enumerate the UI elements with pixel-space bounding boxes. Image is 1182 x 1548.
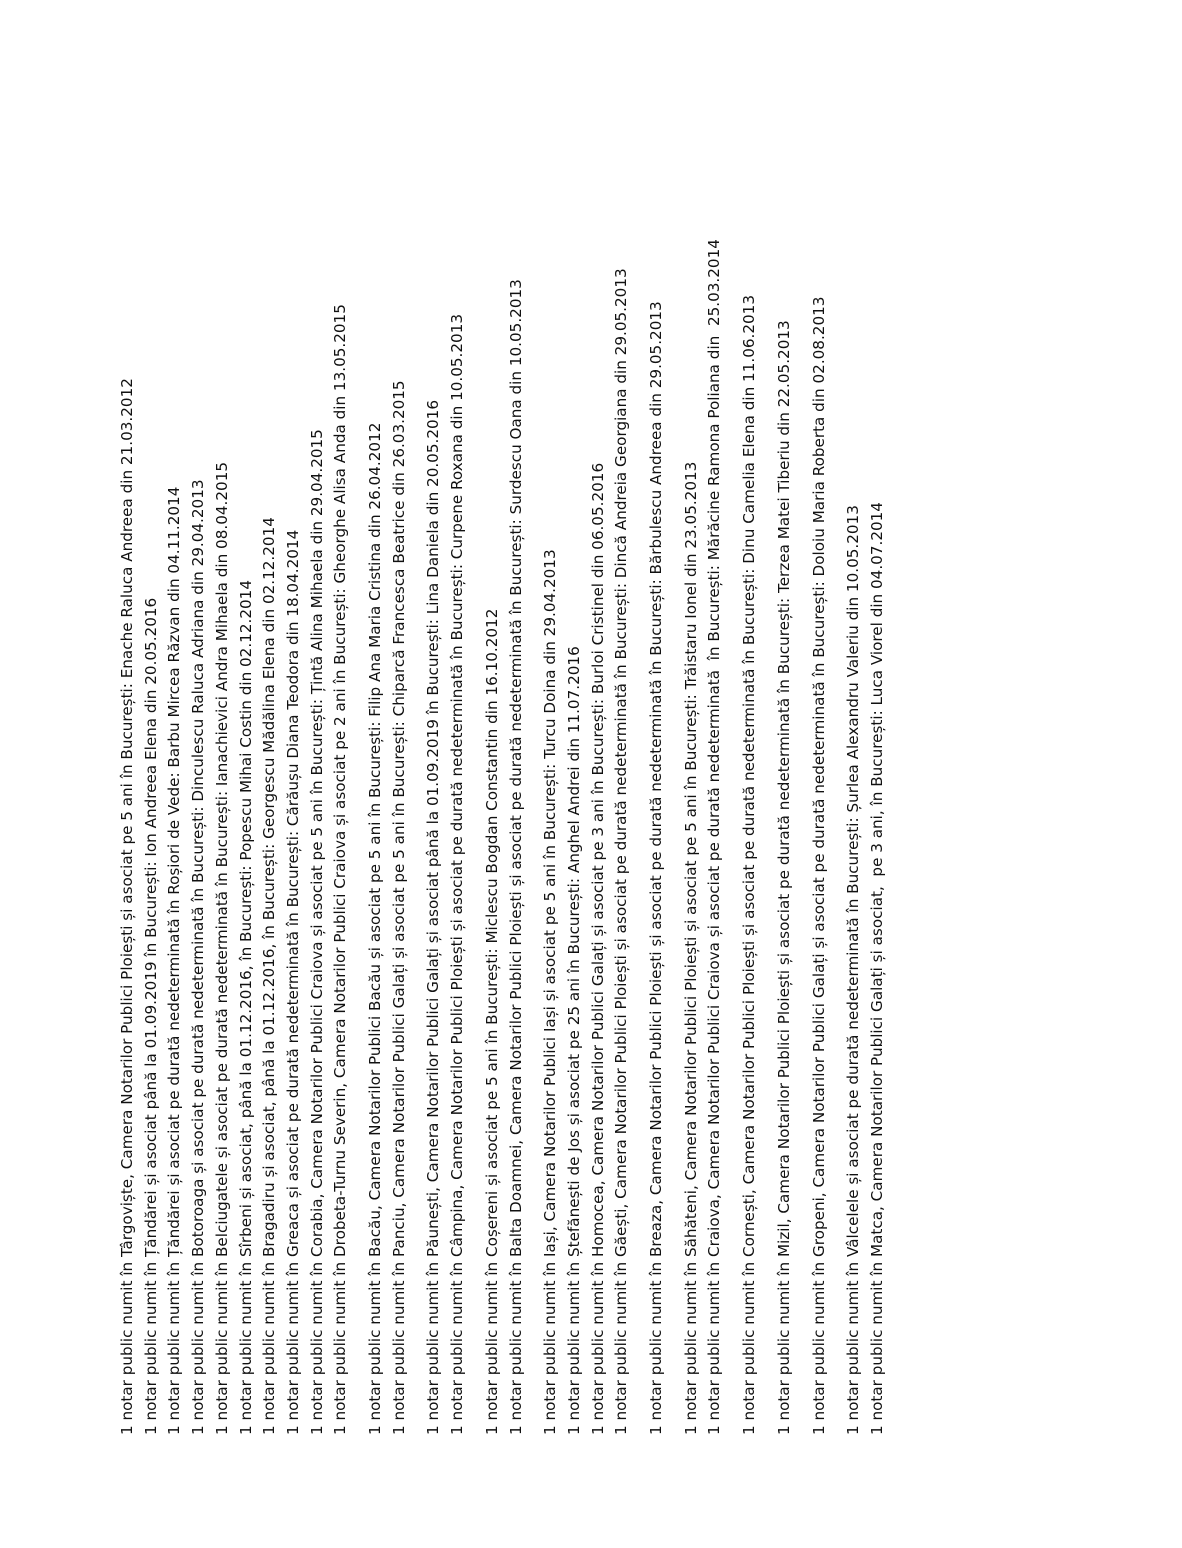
- list-item-text: 1 notar public numit în Craiova, Camera Notarilor Publici Craiova și asociat pe durată nedeterminată în București: Mărăcine Ramona Poliana din 25.03.2014: [705, 239, 724, 1435]
- list-item: [282, 205, 306, 1435]
- list-item-text: 1 notar public numit în Iași, Camera Notarilor Publici Iași și asociat pe 5 ani în București: Turcu Doina din 29.04.2013: [541, 549, 560, 1435]
- list-item-text: 1 notar public numit în Homocea, Camera Notarilor Publici Galați și asociat pe 3 ani în București: Burloi Cristinel din 06.05.2016: [588, 462, 607, 1435]
- list-item: [645, 205, 669, 1435]
- list-item: [446, 205, 470, 1435]
- list-item: [364, 205, 388, 1435]
- list-item: [258, 205, 282, 1435]
- list-item-text: 1 notar public numit în Botoroaga și asociat pe durată nedeterminată în București: Dinculescu Raluca Adriana din 29.04.2013: [189, 479, 208, 1435]
- list-item: [773, 205, 797, 1435]
- list-item-text: 1 notar public numit în Breaza, Camera Notarilor Publici Ploiești și asociat pe durată nedeterminată în București: Bărbulescu Andreea din 29.05.2013: [647, 301, 666, 1435]
- list-item: [866, 205, 890, 1435]
- list-item-text: 1 notar public numit în Găești, Camera Notarilor Publici Ploiești și asociat pe durată nedeterminată în București: Dincă Andreia Georgiana din 29.05.2013: [612, 268, 631, 1435]
- list-item: [140, 205, 164, 1435]
- list-item-text: 1 notar public numit în Săhăteni, Camera Notarilor Publici Ploiești și asociat pe 5 ani în București: Trăistaru Ionel din 23.05.2013: [681, 461, 700, 1435]
- list-item-text: 1 notar public numit în Vâlcelele și asociat pe durată nedeterminată în București: Șurlea Alexandru Valeriu din 10.05.2013: [844, 505, 863, 1435]
- list-item-text: 1 notar public numit în Bragadiru și asociat, până la 01.12.2016, în București: Georgescu Mădălina Elena din 02.12.2014: [260, 517, 279, 1435]
- list-item: [116, 205, 140, 1435]
- list-item: [481, 205, 505, 1435]
- list-item-text: 1 notar public numit în Balta Doamnei, Camera Notarilor Publici Ploiești și asociat pe durată nedeterminată în București: Surdescu Oana din 10.05.2013: [506, 279, 525, 1435]
- list-item: [306, 205, 330, 1435]
- list-item-text: 1 notar public numit în Câmpina, Camera Notarilor Publici Ploiești și asociat pe durată nedeterminată în București: Curpene Roxana din 10.05.2013: [448, 313, 467, 1435]
- list-item: [703, 205, 727, 1435]
- list-item-text: 1 notar public numit în Matca, Camera Notarilor Publici Galați și asociat, pe 3 ani, în București: Luca Viorel din 04.07.2014: [867, 502, 886, 1435]
- list-item-text: 1 notar public numit în Țăndărei și asociat pe durată nedeterminată în Roșiori de Vede: Barbu Mircea Răzvan din 04.11.2014: [165, 486, 184, 1435]
- list-item-text: 1 notar public numit în Greaca și asociat pe durată nedeterminată în București: Cărăușu Diana Teodora din 18.04.2014: [283, 529, 302, 1435]
- list-item-text: 1 notar public numit în Păunești, Camera Notarilor Publici Galați și asociat până la 01.09.2019 în București: Lina Daniela din 20.05.2016: [424, 400, 443, 1435]
- list-item: [587, 205, 611, 1435]
- list-item: [211, 205, 235, 1435]
- list-item-text: 1 notar public numit în Țăndărei și asociat până la 01.09.2019 în București: Ion Andreea Elena din 20.05.2016: [141, 597, 160, 1435]
- list-item: [738, 205, 762, 1435]
- list-item: [808, 205, 832, 1435]
- list-item-text: 1 notar public numit în Belciugatele și asociat pe durată nedeterminată în București: Ianachievici Andra Mihaela din 08.04.2015: [212, 461, 231, 1435]
- list-item: [329, 205, 353, 1435]
- list-item: [422, 205, 446, 1435]
- list-item-text: 1 notar public numit în Drobeta-Turnu Severin, Camera Notarilor Publici Craiova și asociat pe 2 ani în București: Gheorghe Alisa Anda din 13.05.2015: [331, 304, 350, 1435]
- list-item: [680, 205, 704, 1435]
- list-item-text: 1 notar public numit în Panciu, Camera Notarilor Publici Galați și asociat pe 5 ani în București: Chiparcă Francesca Beatrice din 26.03.2015: [389, 380, 408, 1435]
- list-item: [563, 205, 587, 1435]
- list-item-text: 1 notar public numit în Corabia, Camera Notarilor Publici Craiova și asociat pe 5 ani în București: Țintă Alina Mihaela din 29.04.2015: [307, 429, 326, 1435]
- list-item: [505, 205, 529, 1435]
- list-item-text: 1 notar public numit în Mizil, Camera Notarilor Publici Ploiești și asociat pe durată nedeterminată în București: Terzea Matei Tiberiu din 22.05.2013: [774, 320, 793, 1435]
- list-item-text: 1 notar public numit în Cornești, Camera Notarilor Publici Ploiești și asociat pe durată nedeterminată în București: Dinu Camelia Elena din 11.06.2013: [740, 294, 759, 1435]
- list-item-text: 1 notar public numit în Gropeni, Camera Notarilor Publici Galați și asociat pe durată nedeterminată în București: Doloiu Maria Roberta din 02.08.2013: [809, 296, 828, 1435]
- list-item-text: 1 notar public numit în Ștefănești de Jos și asociat pe 25 ani în București: Anghel Andrei din 11.07.2016: [564, 646, 583, 1435]
- list-item: [610, 205, 634, 1435]
- list-item: [388, 205, 412, 1435]
- list-item: [163, 205, 187, 1435]
- list-item: [187, 205, 211, 1435]
- list-item-text: 1 notar public numit în Târgoviște, Camera Notarilor Publici Ploiești și asociat pe 5 ani în București: Enache Raluca Andreea din 21.03.2012: [118, 378, 136, 1435]
- list-item-text: 1 notar public numit în Sîrbeni și asociat, până la 01.12.2016, în București: Popescu Mihai Costin din 02.12.2014: [236, 580, 255, 1435]
- list-item-text: 1 notar public numit în Coșereni și asociat pe 5 ani în București: Miclescu Bogdan Constantin din 16.10.2012: [482, 608, 501, 1435]
- rotated-notary-list: [116, 205, 1056, 1435]
- list-item: [842, 205, 866, 1435]
- list-item: [539, 205, 563, 1435]
- list-item-text: 1 notar public numit în Bacău, Camera Notarilor Publici Bacău și asociat pe 5 ani în București: Filip Ana Maria Cristina din 26.04.2012: [366, 422, 385, 1435]
- list-item: [235, 205, 259, 1435]
